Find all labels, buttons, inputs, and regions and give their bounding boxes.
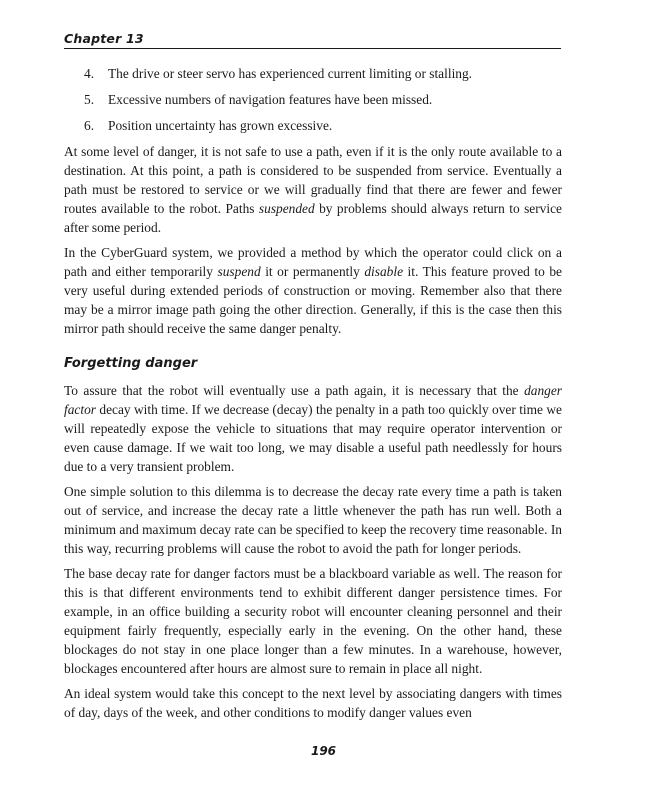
list-item-text: Excessive numbers of navigation features have been missed. [108, 92, 433, 107]
emphasis-text: danger factor [64, 383, 562, 417]
paragraph-suspended-paths [64, 142, 562, 237]
paragraph-danger-decay [64, 381, 562, 476]
numbered-list [64, 64, 562, 135]
paragraph-text: At some level of danger, it is not safe to use a path, even if it is the only route available to a destination. At this point, a path is considered to be suspended from service. Eventually a path must be restored to service or we will gradually find that there are fewer and fewer routes available to the robot. Paths [64, 144, 562, 216]
list-item-number: 5. [84, 92, 95, 107]
page-number: 196 [310, 744, 337, 758]
section-heading: Forgetting danger [64, 356, 198, 371]
paragraph-text: it. This feature proved to be very useful during extended periods of construction or moving. Remember also that there may be a mirror image path going the other direction. Generally, if this is the case then this mirror path should receive the same danger penalty. [64, 264, 562, 336]
list-item-number: 6. [84, 118, 95, 133]
paragraph-text: To assure that the robot will eventually use a path again, it is necessary that the [64, 383, 525, 398]
paragraph-text: In the CyberGuard system, we provided a method by which the operator could click on a path and either temporarily [64, 245, 562, 279]
paragraph-text: it or permanently [260, 264, 365, 279]
list-item-number: 4. [84, 66, 95, 81]
list-item-text: The drive or steer servo has experienced current limiting or stalling. [108, 66, 473, 81]
page-content [64, 64, 562, 728]
list-item [64, 64, 562, 83]
paragraph-cyberguard [64, 243, 562, 338]
paragraph-text: by problems should always return to service after some period. [64, 201, 562, 235]
paragraph-decay-solution: One simple solution to this dilemma is to decrease the decay rate every time a path is taken out of service, and increase the decay rate a little whenever the path has run well. Both a minimum and maximum decay rate can be specified to keep the recovery time reasonable. In this way, recurring problems will cause the robot to avoid the path for longer periods. [64, 484, 562, 556]
emphasis-text: disable [364, 264, 404, 279]
list-item-text: Position uncertainty has grown excessive. [108, 118, 333, 133]
emphasis-text: suspend [217, 264, 261, 279]
chapter-title: Chapter 13 [64, 31, 144, 46]
list-item [64, 90, 562, 109]
chapter-header [64, 31, 561, 49]
paragraph-base-decay-rate: The base decay rate for danger factors must be a blackboard variable as well. The reason for this is that different environments tend to exhibit different danger persistence times. For example, in an office building a security robot will encounter cleaning personnel and their equipment fairly frequently, especially early in the evening. On the other hand, these blockages do not stay in one place longer than a few minutes. In a warehouse, however, blockages encountered after hours are almost sure to remain in place all night. [64, 566, 562, 676]
emphasis-text: suspended [258, 201, 315, 216]
list-item [64, 116, 562, 135]
paragraph-text: decay with time. If we decrease (decay) the penalty in a path too quickly over time we will repeatedly expose the vehicle to situations that may require operator intervention or even cause damage. If we wait too long, we may disable a useful path needlessly for hours due to a very transient problem. [64, 402, 562, 474]
paragraph-ideal-system: An ideal system would take this concept to the next level by associating dangers with times of day, days of the week, and other conditions to modify danger values even [64, 686, 562, 720]
